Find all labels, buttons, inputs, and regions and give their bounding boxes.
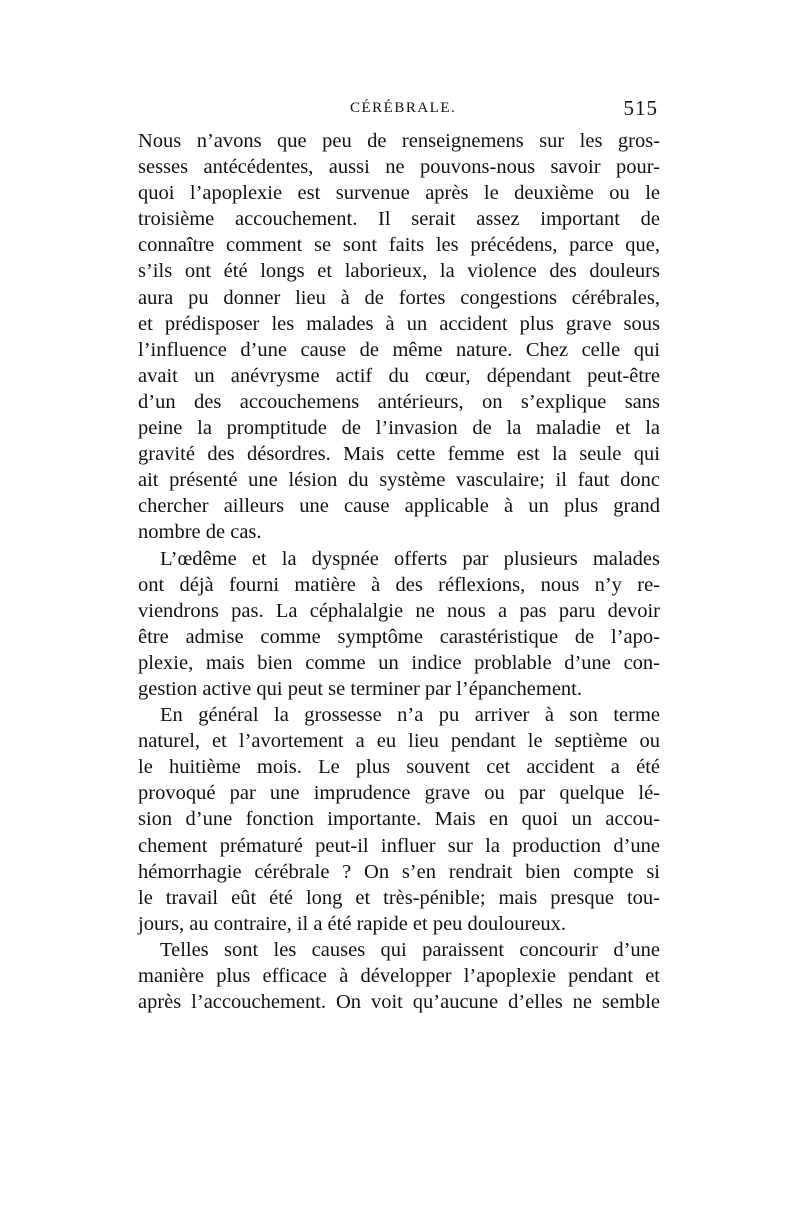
text-line: En général la grossesse n’a pu arriver à son terme — [160, 704, 660, 727]
body-text — [138, 128, 660, 1015]
text-line: ait présenté une lésion du système vasculaire; il faut donc — [138, 469, 660, 492]
text-line: Nous n’avons que peu de renseignemens sur les gros- — [138, 130, 660, 152]
page-number: 515 — [623, 96, 658, 120]
text-line: sion d’une fonction importante. Mais en quoi un accou- — [138, 808, 660, 831]
text-line: plexie, mais bien comme un indice problable d’une con- — [138, 651, 660, 674]
running-head: CÉRÉBRALE. — [350, 100, 457, 116]
text-line: manière plus efficace à développer l’apoplexie pendant et — [138, 965, 660, 987]
text-line: connaître comment se sont faits les précédens, parce que, — [138, 234, 660, 257]
text-line: le huitième mois. Le plus souvent cet accident a été — [138, 756, 660, 779]
text-line: ont déjà fourni matière à des réflexions, nous n’y re- — [138, 573, 660, 596]
text-line: gestion active qui peut se terminer par l’épanchement. — [138, 677, 582, 700]
text-line: troisième accouchement. Il serait assez important de — [138, 208, 660, 231]
text-line: chement prématuré peut-il influer sur la production d’une — [138, 834, 660, 857]
text-line: naturel, et l’avortement a eu lieu pendant le septième ou — [138, 730, 660, 753]
text-line: nombre de cas. — [138, 521, 262, 544]
text-line: jours, au contraire, il a été rapide et peu douloureux. — [138, 912, 567, 935]
text-line: provoqué par une imprudence grave ou par quelque lé- — [138, 782, 660, 805]
text-line: Telles sont les causes qui paraissent concourir d’une — [160, 938, 660, 961]
text-line: sesses antécédentes, aussi ne pouvons-nous savoir pour- — [138, 156, 660, 179]
text-line: quoi l’apoplexie est survenue après le deuxième ou le — [138, 182, 660, 205]
text-line: d’un des accouchemens antérieurs, on s’explique sans — [138, 390, 660, 413]
page-header — [138, 96, 658, 126]
text-line: l’influence d’une cause de même nature. Chez celle qui — [138, 338, 660, 361]
text-line: être admise comme symptôme carastéristique de l’apo- — [138, 625, 660, 648]
text-line: gravité des désordres. Mais cette femme est la seule qui — [138, 443, 660, 466]
text-line: après l’accouchement. On voit qu’aucune d’elles ne semble — [138, 991, 660, 1014]
text-line: avait un anévrysme actif du cœur, dépendant peut-être — [138, 364, 660, 387]
text-line: hémorrhagie cérébrale ? On s’en rendrait bien compte si — [138, 860, 660, 883]
text-line: aura pu donner lieu à de fortes congestions cérébrales, — [138, 286, 660, 309]
text-line: peine la promptitude de l’invasion de la maladie et la — [138, 417, 660, 440]
text-line: et prédisposer les malades à un accident plus grave sous — [138, 312, 660, 335]
text-line: L’œdême et la dyspnée offerts par plusieurs malades — [160, 547, 660, 570]
text-line: chercher ailleurs une cause applicable à un plus grand — [138, 495, 660, 518]
text-line: le travail eût été long et très-pénible; mais presque tou- — [138, 886, 660, 909]
text-line: s’ils ont été longs et laborieux, la violence des douleurs — [138, 260, 660, 283]
text-line: viendrons pas. La céphalalgie ne nous a pas paru devoir — [138, 599, 660, 622]
